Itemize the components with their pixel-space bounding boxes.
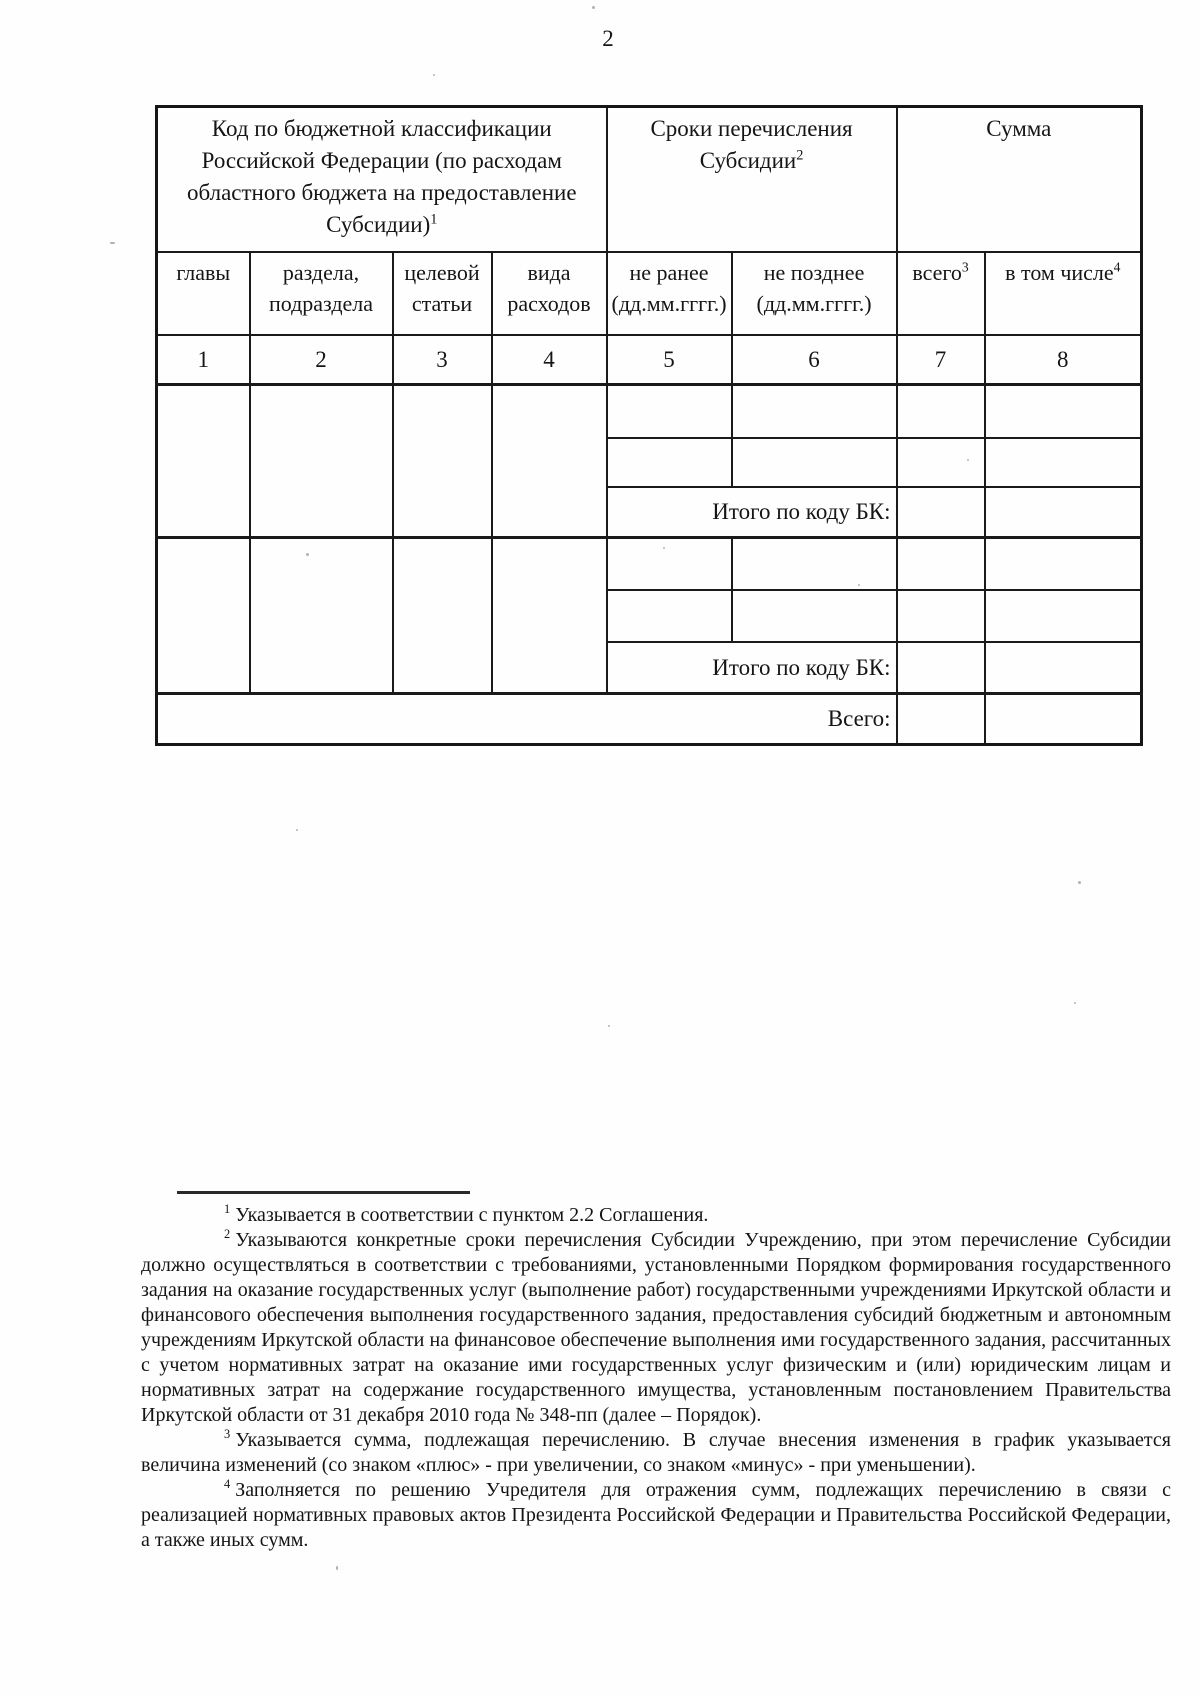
group2a-v-tom-chisle-cell: [985, 538, 1142, 591]
group2-vida-cell: [492, 538, 607, 694]
scan-speck: [336, 1566, 338, 1570]
header-budget-code: [157, 107, 607, 253]
group2b-vsego-cell: [897, 590, 985, 642]
group2b-v-tom-chisle-cell: [985, 590, 1142, 642]
scan-speck: [608, 1025, 610, 1027]
footnotes-block: [141, 1203, 1171, 1553]
scan-speck: [306, 553, 309, 556]
column-number-3: 3: [393, 335, 492, 385]
group1-itogo-v-tom-chisle-cell: [985, 487, 1142, 538]
column-number-1: 1: [157, 335, 250, 385]
group2-itogo-label: Итого по коду БК:: [607, 642, 897, 694]
group2-itogo-v-tom-chisle-cell: [985, 642, 1142, 694]
group1-glavy-cell: [157, 385, 250, 538]
group1b-ne-ranee-cell: [607, 438, 732, 487]
group2-itogo-vsego-cell: [897, 642, 985, 694]
group1-itogo-label: Итого по коду БК:: [607, 487, 897, 538]
group2a-ne-ranee-cell: [607, 538, 732, 591]
group1a-v-tom-chisle-cell: [985, 385, 1142, 439]
group1-itogo-vsego-cell: [897, 487, 985, 538]
footnote-ref-3: 3: [961, 259, 969, 275]
header-transfer-terms-text: Сроки перечисления Субсидии: [650, 116, 853, 173]
column-number-2: 2: [250, 335, 393, 385]
footnote-3: [141, 1428, 1171, 1478]
subheader-vsego: [897, 252, 985, 335]
column-number-8: 8: [985, 335, 1142, 385]
table-subheader-row: [157, 252, 1142, 335]
total-label: Всего:: [157, 694, 897, 745]
scan-speck: [592, 6, 595, 9]
group2-razdela-cell: [250, 538, 393, 694]
column-number-4: 4: [492, 335, 607, 385]
subheader-vida: вида расходов: [492, 252, 607, 335]
scan-speck: [858, 584, 860, 586]
column-number-6: 6: [732, 335, 897, 385]
header-budget-code-text: Код по бюджетной классификации Российской Федерации (по расходам областного бюджета на предоставление Субсидии): [186, 116, 577, 237]
group2b-ne-ranee-cell: [607, 590, 732, 642]
column-number-5: 5: [607, 335, 732, 385]
subheader-ne-ranee: не ранее (дд.мм.гггг.): [607, 252, 732, 335]
footnote-1-text: Указывается в соответствии с пунктом 2.2 Соглашения.: [235, 1204, 709, 1226]
column-number-7: 7: [897, 335, 985, 385]
subsidy-schedule-table: [155, 105, 1143, 746]
footnote-1-marker: 1: [224, 1202, 231, 1217]
group1-row-a: [157, 385, 1142, 439]
table-header-row: [157, 107, 1142, 253]
total-row: [157, 694, 1142, 745]
footnote-2: [141, 1228, 1171, 1428]
group1a-ne-ranee-cell: [607, 385, 732, 439]
scan-speck: [433, 74, 435, 76]
group1b-v-tom-chisle-cell: [985, 438, 1142, 487]
group1b-vsego-cell: [897, 438, 985, 487]
page-number: 2: [602, 26, 614, 51]
footnote-3-marker: 3: [224, 1427, 231, 1442]
subheader-tselevoy: целевой статьи: [393, 252, 492, 335]
footnote-ref-2: 2: [796, 147, 804, 164]
footnote-4: [141, 1478, 1171, 1553]
footnote-separator: [177, 1191, 470, 1194]
group1a-ne-pozdnee-cell: [732, 385, 897, 439]
scan-speck: [1074, 1002, 1076, 1004]
group1-vida-cell: [492, 385, 607, 538]
subheader-glavy: главы: [157, 252, 250, 335]
group1-razdela-cell: [250, 385, 393, 538]
group2b-ne-pozdnee-cell: [732, 590, 897, 642]
footnote-2-marker: 2: [224, 1227, 231, 1242]
scan-speck: [110, 242, 115, 244]
group1-tselevoy-cell: [393, 385, 492, 538]
subheader-razdela: раздела, подраздела: [250, 252, 393, 335]
group2a-ne-pozdnee-cell: [732, 538, 897, 591]
group2-glavy-cell: [157, 538, 250, 694]
footnote-ref-1: 1: [430, 211, 438, 228]
footnote-2-text: Указываются конкретные сроки перечисления Субсидии Учреждению, при этом перечисление Субсидии должно осуществляться в соответствии с требованиями, установленными Порядком формирования государственного задания на оказание государственных услуг (выполнение работ) государственными учреждениями Иркутской области и финансового обеспечения выполнения государственного задания, предоставления субсидий бюджетным и автономным учреждениям Иркутской области на финансовое обеспечение выполнения ими государственного задания, рассчитанных с учетом нормативных затрат на оказание ими государственных услуг физическим и (или) юридическим лицам и нормативных затрат на содержание государственного имущества, установленным постановлением Правительства Иркутской области от 31 декабря 2010 года № 348-пп (далее – Порядок).: [141, 1229, 1171, 1426]
scan-speck: [663, 547, 665, 549]
footnote-4-marker: 4: [224, 1477, 231, 1492]
footnote-ref-4: 4: [1113, 259, 1121, 275]
column-number-row: [157, 335, 1142, 385]
subheader-vsego-text: всего: [912, 260, 962, 285]
subheader-v-tom-chisle-text: в том числе: [1005, 260, 1114, 285]
group1b-ne-pozdnee-cell: [732, 438, 897, 487]
footnote-3-text: Указывается сумма, подлежащая перечислению. В случае внесения изменения в график указывается величина изменений (со знаком «плюс» - при увеличении, со знаком «минус» - при уменьшении).: [141, 1429, 1171, 1476]
group2-tselevoy-cell: [393, 538, 492, 694]
header-transfer-terms: [607, 107, 897, 253]
total-v-tom-chisle-cell: [985, 694, 1142, 745]
group2-row-a: [157, 538, 1142, 591]
group1a-vsego-cell: [897, 385, 985, 439]
group2a-vsego-cell: [897, 538, 985, 591]
scan-speck: [1078, 881, 1081, 884]
footnote-1: [141, 1203, 1171, 1228]
scan-speck: [967, 459, 969, 461]
subheader-ne-pozdnee: не позднее (дд.мм.гггг.): [732, 252, 897, 335]
subheader-v-tom-chisle: [985, 252, 1142, 335]
footnote-4-text: Заполняется по решению Учредителя для отражения сумм, подлежащих перечислению в связи с реализацией нормативных правовых актов Президента Российской Федерации и Правительства Российской Федерации, а также иных сумм.: [141, 1479, 1171, 1551]
scan-speck: [296, 829, 298, 831]
total-vsego-cell: [897, 694, 985, 745]
header-sum: Сумма: [897, 107, 1142, 253]
